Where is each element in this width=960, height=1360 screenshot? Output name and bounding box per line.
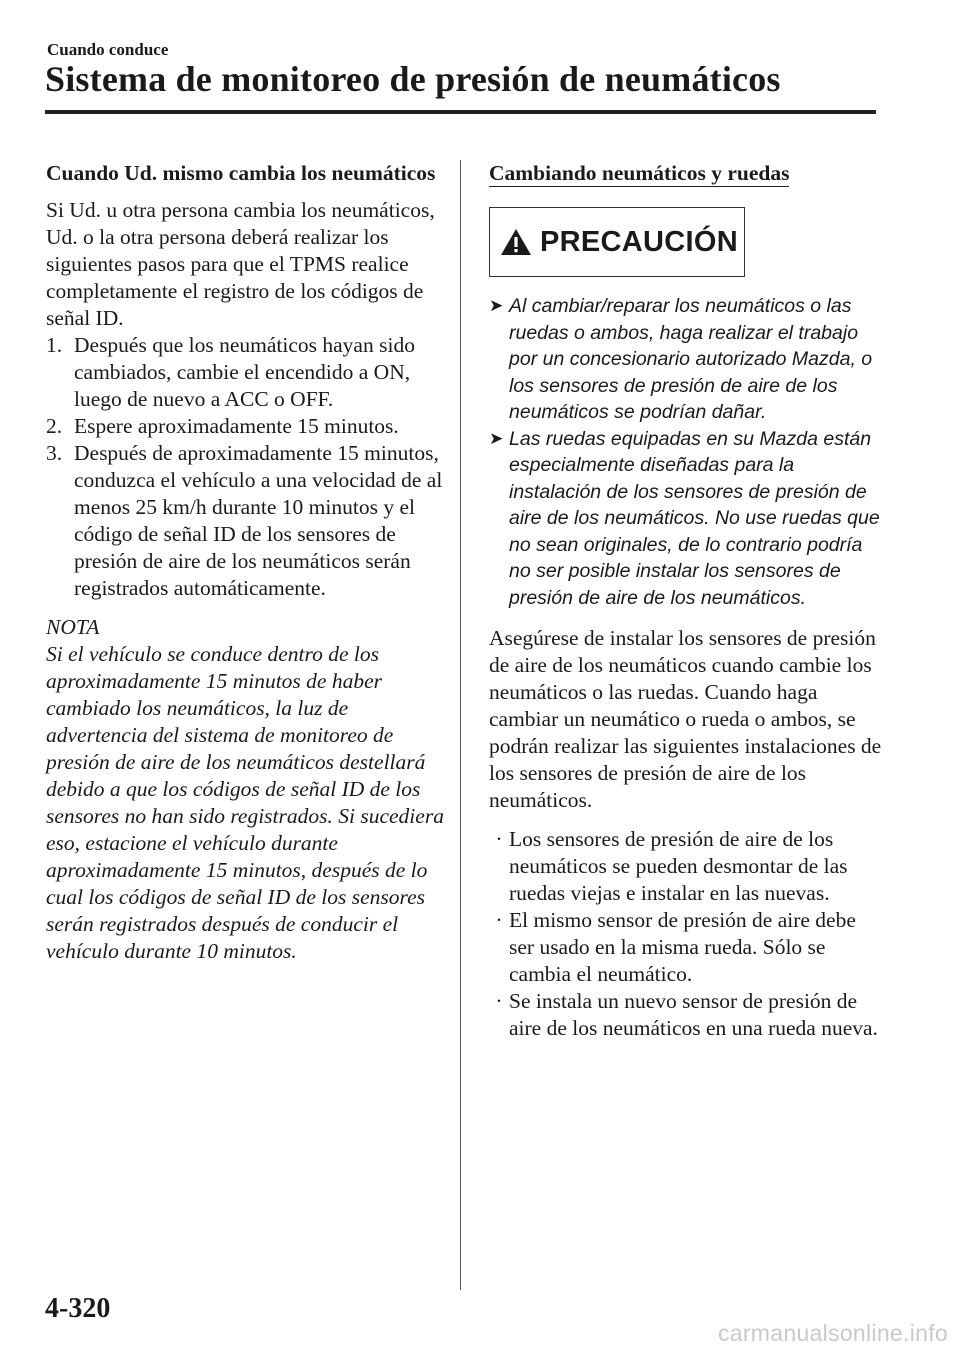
caution-list: [489, 293, 884, 611]
bullet-list: [489, 826, 884, 1042]
page-title: Sistema de monitoreo de presión de neumáticos: [45, 59, 781, 99]
bullet-item: [489, 826, 884, 907]
bullet-text: Se instala un nuevo sensor de presión de aire de los neumáticos en una rueda nueva.: [509, 989, 878, 1040]
intro-paragraph: Si Ud. u otra persona cambia los neumáticos, Ud. o la otra persona deberá realizar los siguientes pasos para que el TPMS realice completamente el registro de los códigos de señal ID.: [46, 198, 435, 330]
note-text: Si el vehículo se conduce dentro de los aproximadamente 15 minutos de haber cambiado los neumáticos, la luz de advertencia del sistema de monitoreo de presión de aire de los neumáticos destellará debido a que los códigos de señal ID de los sensores no han sido registrados. Si sucediera eso, estacione el vehículo durante aproximadamente 15 minutos, después de lo cual los códigos de señal ID de los sensores serán registrados después de conducir el vehículo durante 10 minutos.: [46, 642, 444, 963]
caution-text: Las ruedas equipadas en su Mazda están especialmente diseñadas para la instalación de los sensores de presión de aire de los neumáticos. No use ruedas que no sean originales, de lo contrario podría no ser posible instalar los sensores de presión de aire de los neumáticos.: [509, 427, 880, 609]
caution-item: [489, 293, 884, 426]
step-number: 2.: [46, 414, 63, 438]
title-rule: [45, 110, 876, 114]
caution-label: PRECAUCIÓN: [540, 225, 738, 258]
watermark: carmanualsonline.info: [717, 1320, 948, 1346]
steps-list: [46, 332, 446, 602]
page-number: 4-320: [45, 1293, 111, 1324]
right-column: [489, 160, 884, 1042]
step-text: Espere aproximadamente 15 minutos.: [74, 414, 399, 438]
dot-bullet-icon: ·: [495, 827, 503, 851]
body-paragraph: Asegúrese de instalar los sensores de presión de aire de los neumáticos cuando cambie los neumáticos o las ruedas. Cuando haga cambiar un neumático o rueda o ambos, se podrán realizar las siguientes instalaciones de los sensores de presión de aire de los neumáticos.: [489, 626, 882, 812]
step-number: 1.: [46, 333, 63, 357]
warning-triangle-icon: [500, 228, 532, 256]
caution-box: [489, 207, 745, 277]
dot-bullet-icon: ·: [495, 908, 503, 932]
bullet-item: [489, 907, 884, 988]
caution-item: [489, 426, 884, 612]
arrow-bullet-icon: ➤: [489, 296, 504, 315]
step-item: [46, 413, 446, 440]
bullet-text: El mismo sensor de presión de aire debe ser usado en la misma rueda. Sólo se cambia el neumático.: [509, 908, 856, 986]
arrow-bullet-icon: ➤: [489, 428, 504, 448]
left-column: [46, 160, 446, 965]
step-text: Después que los neumáticos hayan sido cambiados, cambie el encendido a ON, luego de nuevo a ACC o OFF.: [74, 333, 415, 411]
step-number: 3.: [46, 441, 63, 465]
section-heading: Cambiando neumáticos y ruedas: [489, 161, 790, 185]
note-label: NOTA: [46, 615, 100, 639]
subsection-heading: Cuando Ud. mismo cambia los neumáticos: [46, 161, 436, 185]
dot-bullet-icon: ·: [495, 989, 503, 1013]
section-kicker: Cuando conduce: [47, 40, 169, 59]
bullet-text: Los sensores de presión de aire de los neumáticos se pueden desmontar de las ruedas viejas e instalar en las nuevas.: [509, 827, 848, 905]
bullet-item: [489, 988, 884, 1042]
caution-text: Al cambiar/reparar los neumáticos o las ruedas o ambos, haga realizar el trabajo por un concesionario autorizado Mazda, o los sensores de presión de aire de los neumáticos se podrían dañar.: [509, 295, 873, 423]
step-text: Después de aproximadamente 15 minutos, conduzca el vehículo a una velocidad de al menos 25 km/h durante 10 minutos y el código de señal ID de los sensores de presión de aire de los neumáticos serán registrados automáticamente.: [74, 441, 443, 600]
step-item: [46, 332, 446, 413]
column-divider: [460, 160, 461, 1290]
step-item: [46, 440, 446, 602]
